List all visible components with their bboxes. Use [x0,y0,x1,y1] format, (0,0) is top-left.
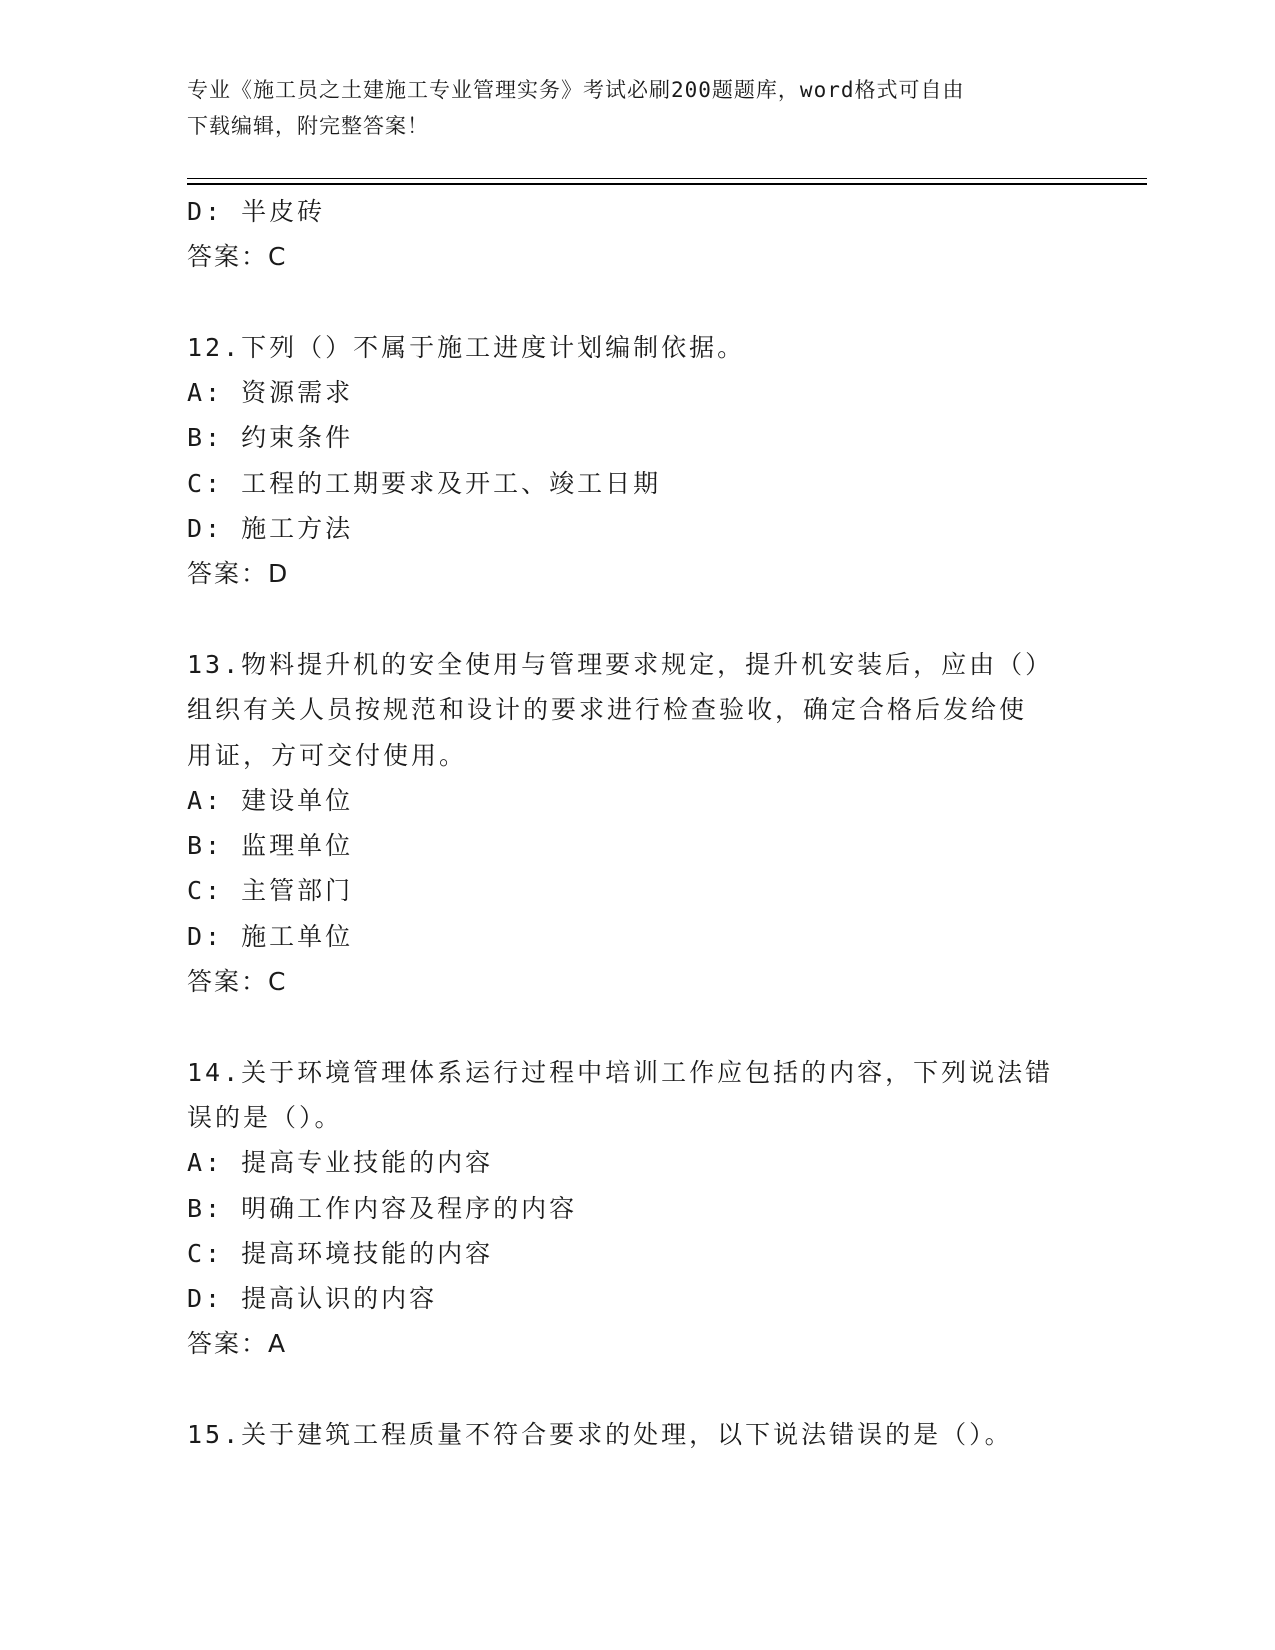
q13-option-b: B: 监理单位 [187,831,354,861]
q13-option-d: D: 施工单位 [187,921,354,951]
q14-stem-line-2: 误的是（）。 [187,1102,343,1132]
q13-stem-line-3: 用证，方可交付使用。 [187,740,468,770]
header-divider-thick [187,183,1147,185]
q12-option-b: B: 约束条件 [187,423,354,453]
header-divider-thin [187,178,1147,179]
spacer [187,280,1087,325]
spacer [187,1004,1087,1049]
q14-stem-line-1: 14.关于环境管理体系运行过程中培训工作应包括的内容，下列说法错 [187,1057,1054,1087]
q12-stem-line-1: 12.下列（）不属于施工进度计划编制依据。 [187,332,746,362]
q13-answer: 答案：C [187,967,288,997]
q11-answer: 答案：C [187,242,288,272]
question-list [187,189,1087,1457]
q13-stem-line-1: 13.物料提升机的安全使用与管理要求规定，提升机安装后，应由（） [187,649,1054,679]
q12-option-a: A: 资源需求 [187,378,354,408]
q14-option-d: D: 提高认识的内容 [187,1284,438,1314]
q14-option-a: A: 提高专业技能的内容 [187,1148,494,1178]
document-header [187,72,1067,144]
q13-option-a: A: 建设单位 [187,785,354,815]
header-title-line-2: 下载编辑，附完整答案！ [187,114,429,138]
q14-answer: 答案：A [187,1329,288,1359]
q12-answer: 答案：D [187,559,290,589]
q14-option-b: B: 明确工作内容及程序的内容 [187,1193,578,1223]
spacer [187,597,1087,642]
q13-stem-line-2: 组织有关人员按规范和设计的要求进行检查验收，确定合格后发给使 [187,695,1028,725]
q11-option-d: D: 半皮砖 [187,197,326,226]
q15-stem-line-1: 15.关于建筑工程质量不符合要求的处理，以下说法错误的是（）。 [187,1420,1013,1450]
q12-option-c: C: 工程的工期要求及开工、竣工日期 [187,468,662,498]
spacer [187,1367,1087,1412]
q12-option-d: D: 施工方法 [187,514,354,544]
header-title-line-1: 专业《施工员之土建施工专业管理实务》考试必刷200题题库，word格式可自由 [187,78,965,102]
q13-option-c: C: 主管部门 [187,876,354,906]
q14-option-c: C: 提高环境技能的内容 [187,1238,494,1268]
